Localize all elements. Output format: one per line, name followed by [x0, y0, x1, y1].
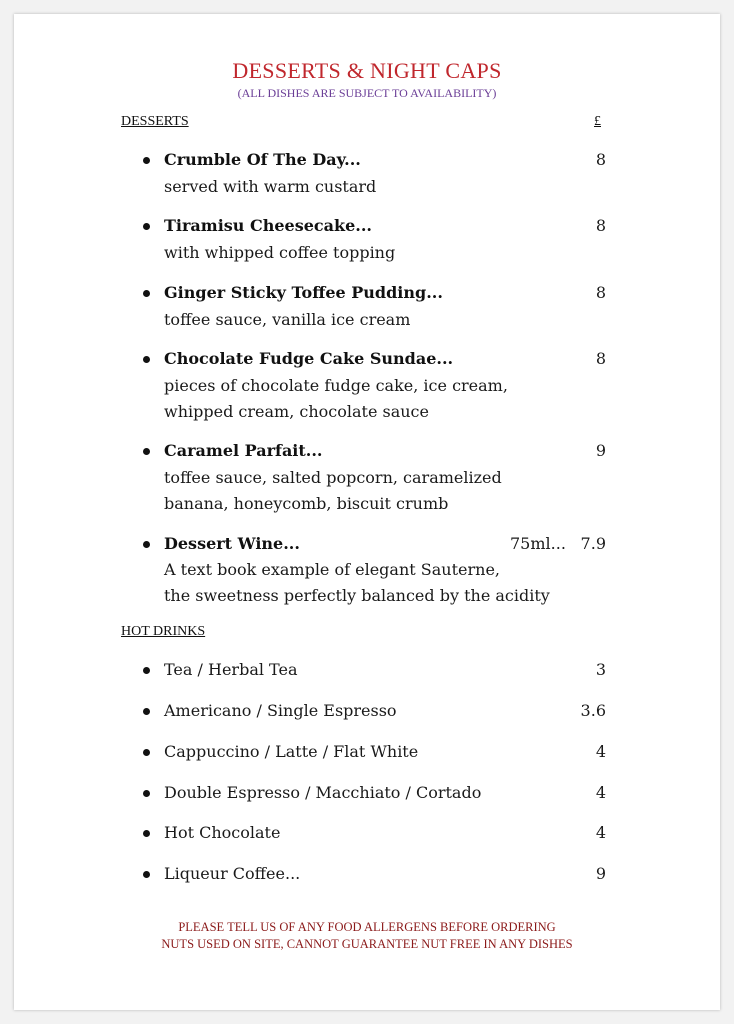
- dessert-price: 8: [595, 283, 606, 302]
- dessert-description: pieces of chocolate fudge cake, ice cream, whipped cream, chocolate sauce: [164, 376, 508, 421]
- dessert-name: Dessert Wine...: [164, 534, 300, 553]
- menu-title: DESSERTS & NIGHT CAPS: [232, 58, 502, 83]
- dessert-name: Crumble Of The Day...: [164, 150, 361, 169]
- dessert-name: Chocolate Fudge Cake Sundae...: [164, 349, 454, 368]
- dessert-price: 8: [595, 349, 606, 368]
- bullet-icon: [143, 830, 150, 837]
- bullet-icon: [143, 448, 150, 455]
- desserts-heading: DESSERTS: [121, 114, 189, 129]
- dessert-price: 7.9: [580, 534, 606, 553]
- bullet-icon: [143, 356, 150, 363]
- dessert-description: A text book example of elegant Sauterne, the sweetness perfectly balanced by the acidity: [164, 560, 550, 605]
- bullet-icon: [143, 290, 150, 297]
- drink-name: Americano / Single Espresso: [164, 701, 397, 720]
- bullet-icon: [143, 541, 150, 548]
- currency-symbol: £: [594, 114, 601, 129]
- dessert-price: 8: [595, 216, 606, 235]
- dessert-description: toffee sauce, vanilla ice cream: [164, 310, 411, 329]
- hot-drinks-heading: HOT DRINKS: [121, 624, 206, 639]
- dessert-name: Tiramisu Cheesecake...: [164, 216, 372, 235]
- dessert-price: 8: [595, 150, 606, 169]
- dessert-description: served with warm custard: [164, 177, 377, 196]
- drink-price: 4: [595, 823, 606, 842]
- drink-price: 3: [595, 660, 606, 679]
- drink-name: Double Espresso / Macchiato / Cortado: [164, 783, 482, 802]
- bullet-icon: [143, 223, 150, 230]
- drink-name: Cappuccino / Latte / Flat White: [164, 742, 419, 761]
- bullet-icon: [143, 667, 150, 674]
- dessert-price: 9: [595, 441, 606, 460]
- drink-price: 4: [595, 742, 606, 761]
- bullet-icon: [143, 871, 150, 878]
- dessert-description: toffee sauce, salted popcorn, caramelized banana, honeycomb, biscuit crumb: [164, 468, 502, 513]
- dessert-name: Caramel Parfait...: [164, 441, 323, 460]
- drink-price: 3.6: [580, 701, 606, 720]
- nut-warning: NUTS USED ON SITE, CANNOT GUARANTEE NUT FREE IN ANY DISHES: [161, 937, 573, 951]
- dessert-name: Ginger Sticky Toffee Pudding...: [164, 283, 443, 302]
- drink-price: 4: [595, 783, 606, 802]
- drink-name: Tea / Herbal Tea: [164, 660, 298, 679]
- bullet-icon: [143, 790, 150, 797]
- dessert-description: with whipped coffee topping: [164, 243, 396, 262]
- drink-name: Hot Chocolate: [164, 823, 281, 842]
- dessert-measure: 75ml...: [510, 534, 566, 553]
- drink-name: Liqueur Coffee...: [164, 864, 301, 883]
- bullet-icon: [143, 708, 150, 715]
- availability-note: (ALL DISHES ARE SUBJECT TO AVAILABILITY): [237, 86, 497, 100]
- bullet-icon: [143, 749, 150, 756]
- allergen-notice: PLEASE TELL US OF ANY FOOD ALLERGENS BEFORE ORDERING: [178, 920, 556, 934]
- drink-price: 9: [595, 864, 606, 883]
- bullet-icon: [143, 157, 150, 164]
